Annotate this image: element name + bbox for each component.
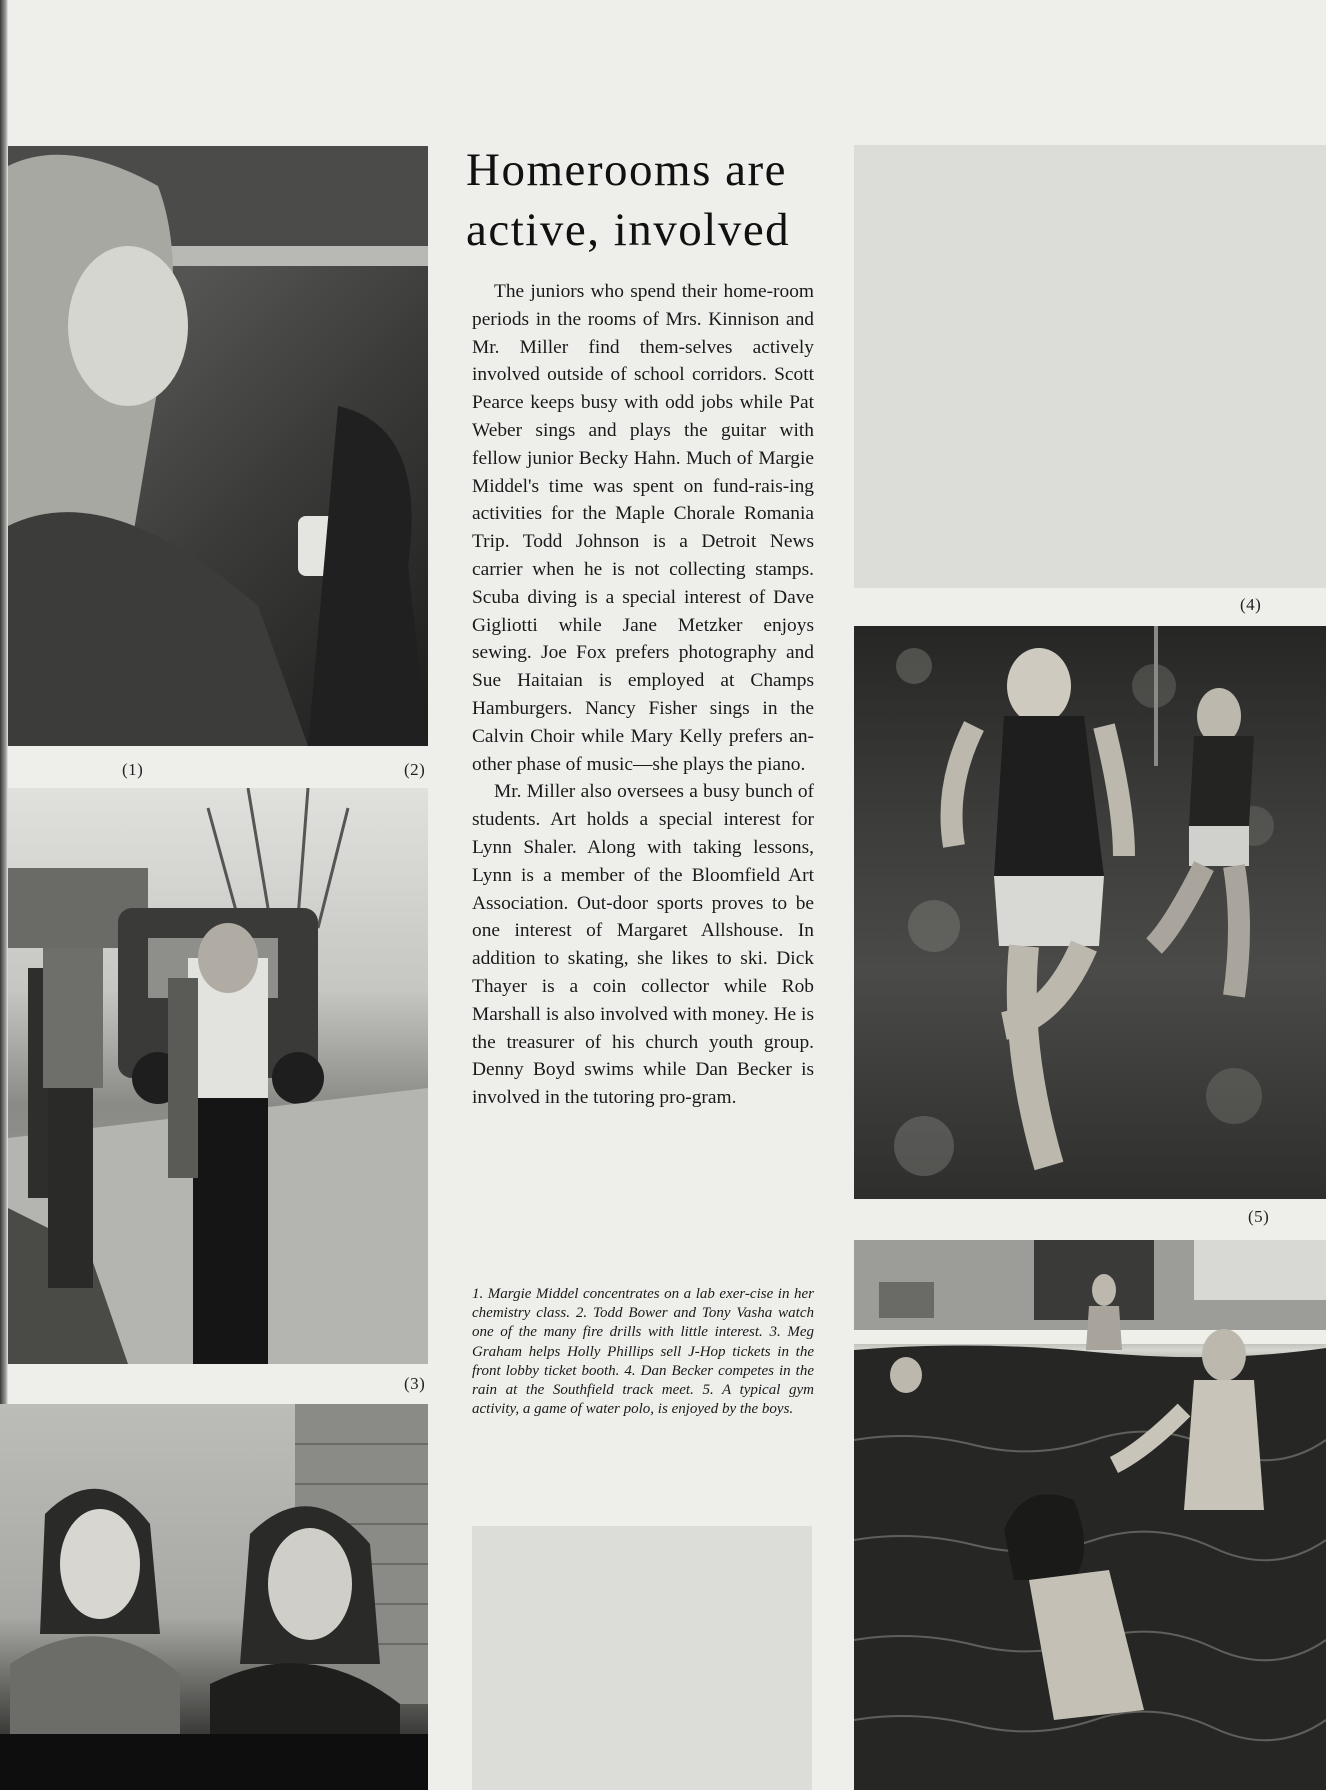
photo-ticket-booth bbox=[0, 1404, 428, 1790]
photo-lab-exercise bbox=[8, 146, 428, 746]
photo-track-meet bbox=[854, 626, 1326, 1199]
photo-number-1: (1) bbox=[122, 760, 144, 779]
headline-line-1: Homerooms are bbox=[466, 144, 787, 196]
photo-number-2: (2) bbox=[404, 760, 426, 779]
photo-captions: 1. Margie Middel concentrates on a lab exer-cise in her chemistry class. 2. Todd Bower and Tony Vasha watch one of the many fire drills with little interest. 3. Meg Graham helps Holly Phillips sell J-Hop tickets in the front lobby ticket booth. 4. Dan Becker competes in the rain at the Southfield track meet. 5. A typical gym activity, a game of water polo, is enjoyed by the boys. bbox=[472, 1286, 814, 1418]
blank-photo-top-right bbox=[854, 145, 1326, 588]
blank-photo-bottom-center bbox=[472, 1526, 812, 1790]
article-paragraph-2: Mr. Miller also oversees a busy bunch of students. Art holds a special interest for Lynn Shaler. Along with taking lessons, Lynn is a member of the Bloomfield Art Association. Out-door sports proves to be one interest of Margaret Allshouse. In addition to skating, she likes to ski. Dick Thayer is a coin collector while Rob Marshall is also involved with money. He is the treasurer of his church youth group. Denny Boyd swims while Dan Becker is involved in the tutoring pro-gram. bbox=[472, 781, 814, 1109]
headline bbox=[466, 140, 826, 260]
photo-number-3: (3) bbox=[404, 1374, 426, 1393]
photo-water-polo bbox=[854, 1240, 1326, 1790]
photo-number-5: (5) bbox=[1248, 1207, 1270, 1226]
article-body bbox=[472, 278, 814, 1112]
headline-line-2: active, involved bbox=[466, 204, 791, 256]
article-paragraph-1: The juniors who spend their home-room periods in the rooms of Mrs. Kinnison and Mr. Miller find them-selves actively involved outside of school corridors. Scott Pearce keeps busy with odd jobs while Pat Weber sings and plays the guitar with fellow junior Becky Hahn. Much of Margie Middel's time was spent on fund-rais-ing activities for the Maple Chorale Romania Trip. Todd Johnson is a Detroit News carrier when he is not collecting stamps. Scuba diving is a special interest of Dave Gigliotti while Jane Metzker enjoys sewing. Joe Fox prefers photography and Sue Haitaian is employed at Champs Hamburgers. Nancy Fisher sings in the Calvin Choir while Mary Kelly prefers an-other phase of music—she plays the piano. bbox=[472, 281, 814, 775]
photo-number-4: (4) bbox=[1240, 595, 1262, 614]
photo-fire-drill bbox=[8, 788, 428, 1364]
